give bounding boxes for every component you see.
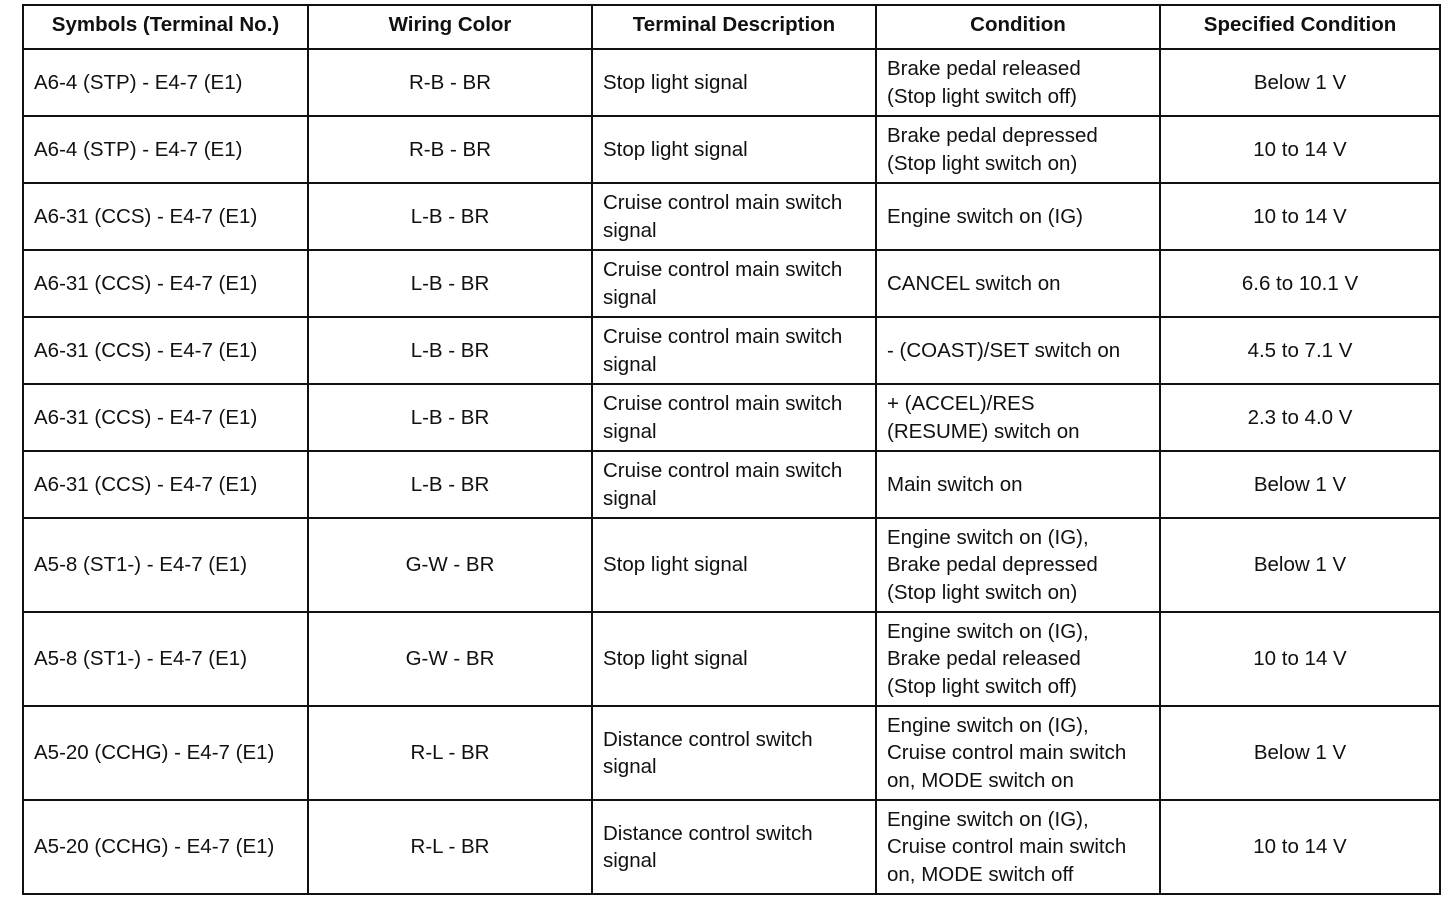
cell-specified-condition	[1160, 317, 1440, 384]
cell-text-condition: Main switch on	[887, 472, 1023, 496]
cell-text-description: Cruise control main switch signal	[603, 325, 843, 376]
cell-text-description: Cruise control main switch signal	[603, 258, 843, 309]
cell-text-specified: 2.3 to 4.0 V	[1247, 405, 1353, 429]
table-row	[23, 49, 1440, 116]
cell-specified-condition	[1160, 451, 1440, 518]
cell-text-symbols: A6-31 (CCS) - E4-7 (E1)	[34, 472, 258, 496]
cell-condition	[876, 116, 1160, 183]
cell-symbols	[23, 706, 308, 800]
cell-condition	[876, 451, 1160, 518]
table-row	[23, 451, 1440, 518]
table-row	[23, 183, 1440, 250]
cell-text-wiring-color: R-B - BR	[409, 137, 491, 161]
cell-text-symbols: A6-31 (CCS) - E4-7 (E1)	[34, 271, 258, 295]
cell-wiring-color	[308, 384, 592, 451]
cell-terminal-description	[592, 250, 876, 317]
cell-wiring-color	[308, 116, 592, 183]
cell-terminal-description	[592, 612, 876, 706]
cell-terminal-description	[592, 451, 876, 518]
cell-specified-condition	[1160, 250, 1440, 317]
cell-text-specified: 10 to 14 V	[1253, 835, 1347, 859]
cell-specified-condition	[1160, 49, 1440, 116]
cell-symbols	[23, 612, 308, 706]
cell-condition	[876, 317, 1160, 384]
cell-text-condition: Engine switch on (IG), Brake pedal depressed (Stop light switch on)	[887, 525, 1098, 604]
cell-symbols	[23, 250, 308, 317]
table-row	[23, 518, 1440, 612]
table-row	[23, 317, 1440, 384]
cell-text-description: Cruise control main switch signal	[603, 392, 843, 443]
cell-wiring-color	[308, 49, 592, 116]
cell-text-wiring-color: R-L - BR	[410, 835, 490, 859]
cell-symbols	[23, 49, 308, 116]
cell-wiring-color	[308, 183, 592, 250]
cell-terminal-description	[592, 518, 876, 612]
cell-text-wiring-color: L-B - BR	[410, 338, 490, 362]
cell-text-wiring-color: L-B - BR	[410, 271, 490, 295]
cell-specified-condition	[1160, 384, 1440, 451]
table-header	[23, 5, 1440, 49]
cell-text-wiring-color: G-W - BR	[405, 553, 495, 577]
cell-text-description: Cruise control main switch signal	[603, 191, 843, 242]
cell-text-description: Distance control switch signal	[603, 727, 813, 778]
cell-text-symbols: A6-4 (STP) - E4-7 (E1)	[34, 137, 243, 161]
cell-condition	[876, 800, 1160, 894]
cell-text-specified: 10 to 14 V	[1253, 204, 1347, 228]
table-row	[23, 612, 1440, 706]
cell-terminal-description	[592, 183, 876, 250]
cell-text-wiring-color: G-W - BR	[405, 647, 495, 671]
cell-text-symbols: A6-31 (CCS) - E4-7 (E1)	[34, 338, 258, 362]
cell-condition	[876, 250, 1160, 317]
cell-text-symbols: A5-20 (CCHG) - E4-7 (E1)	[34, 835, 275, 859]
cell-symbols	[23, 116, 308, 183]
cell-text-specified: 10 to 14 V	[1253, 137, 1347, 161]
cell-symbols	[23, 317, 308, 384]
cell-wiring-color	[308, 706, 592, 800]
cell-specified-condition	[1160, 116, 1440, 183]
cell-terminal-description	[592, 317, 876, 384]
cell-wiring-color	[308, 250, 592, 317]
cell-text-condition: - (COAST)/SET switch on	[887, 338, 1121, 362]
header-condition: Condition	[876, 5, 1160, 43]
cell-text-condition: CANCEL switch on	[887, 271, 1061, 295]
cell-text-condition: Engine switch on (IG), Cruise control main switch on, MODE switch off	[887, 807, 1127, 886]
cell-terminal-description	[592, 116, 876, 183]
table-row	[23, 116, 1440, 183]
cell-specified-condition	[1160, 612, 1440, 706]
cell-text-symbols: A6-31 (CCS) - E4-7 (E1)	[34, 204, 258, 228]
cell-text-condition: Engine switch on (IG), Brake pedal released (Stop light switch off)	[887, 619, 1089, 698]
cell-wiring-color	[308, 800, 592, 894]
cell-symbols	[23, 451, 308, 518]
cell-text-specified: 10 to 14 V	[1253, 647, 1347, 671]
cell-symbols	[23, 800, 308, 894]
cell-text-specified: 6.6 to 10.1 V	[1241, 271, 1359, 295]
cell-symbols	[23, 384, 308, 451]
cell-text-specified: 4.5 to 7.1 V	[1247, 338, 1353, 362]
header-row	[23, 5, 1440, 43]
cell-condition	[876, 706, 1160, 800]
cell-specified-condition	[1160, 706, 1440, 800]
cell-text-wiring-color: L-B - BR	[410, 472, 490, 496]
cell-condition	[876, 518, 1160, 612]
cell-text-specified: Below 1 V	[1253, 741, 1347, 765]
table-body	[23, 49, 1440, 894]
cell-text-specified: Below 1 V	[1253, 472, 1347, 496]
cell-text-symbols: A5-8 (ST1-) - E4-7 (E1)	[34, 647, 248, 671]
cell-text-description: Distance control switch signal	[603, 821, 813, 872]
cell-text-condition: + (ACCEL)/RES (RESUME) switch on	[887, 392, 1080, 443]
cell-text-description: Stop light signal	[603, 137, 748, 161]
cell-specified-condition	[1160, 183, 1440, 250]
cell-text-wiring-color: R-L - BR	[410, 741, 490, 765]
cell-text-description: Stop light signal	[603, 553, 748, 577]
cell-text-condition: Brake pedal released (Stop light switch off)	[887, 57, 1081, 108]
cell-wiring-color	[308, 317, 592, 384]
cell-symbols	[23, 183, 308, 250]
cell-wiring-color	[308, 612, 592, 706]
cell-text-wiring-color: L-B - BR	[410, 204, 490, 228]
table-row	[23, 800, 1440, 894]
cell-text-description: Cruise control main switch signal	[603, 459, 843, 510]
header-terminal-description: Terminal Description	[592, 5, 876, 43]
cell-terminal-description	[592, 706, 876, 800]
cell-text-symbols: A5-8 (ST1-) - E4-7 (E1)	[34, 553, 248, 577]
cell-text-symbols: A6-31 (CCS) - E4-7 (E1)	[34, 405, 258, 429]
cell-condition	[876, 612, 1160, 706]
cell-text-symbols: A6-4 (STP) - E4-7 (E1)	[34, 70, 243, 94]
cell-specified-condition	[1160, 518, 1440, 612]
cell-text-specified: Below 1 V	[1253, 70, 1347, 94]
cell-terminal-description	[592, 384, 876, 451]
cell-text-wiring-color: L-B - BR	[410, 405, 490, 429]
cell-terminal-description	[592, 49, 876, 116]
table-row	[23, 384, 1440, 451]
cell-wiring-color	[308, 518, 592, 612]
cell-text-description: Stop light signal	[603, 647, 748, 671]
cell-text-wiring-color: R-B - BR	[409, 70, 491, 94]
table-row	[23, 706, 1440, 800]
cell-text-description: Stop light signal	[603, 70, 748, 94]
header-wiring-color: Wiring Color	[308, 5, 592, 43]
cell-text-condition: Engine switch on (IG)	[887, 204, 1083, 228]
cell-specified-condition	[1160, 800, 1440, 894]
header-symbols: Symbols (Terminal No.)	[23, 5, 308, 43]
cell-condition	[876, 183, 1160, 250]
cell-text-symbols: A5-20 (CCHG) - E4-7 (E1)	[34, 741, 275, 765]
cell-terminal-description	[592, 800, 876, 894]
header-specified-condition: Specified Condition	[1160, 5, 1440, 43]
table-row	[23, 250, 1440, 317]
cell-wiring-color	[308, 451, 592, 518]
terminal-inspection-table	[22, 4, 1441, 895]
cell-text-specified: Below 1 V	[1253, 553, 1347, 577]
cell-symbols	[23, 518, 308, 612]
cell-condition	[876, 384, 1160, 451]
cell-text-condition: Engine switch on (IG), Cruise control main switch on, MODE switch on	[887, 713, 1127, 792]
cell-text-condition: Brake pedal depressed (Stop light switch on)	[887, 124, 1098, 175]
cell-condition	[876, 49, 1160, 116]
